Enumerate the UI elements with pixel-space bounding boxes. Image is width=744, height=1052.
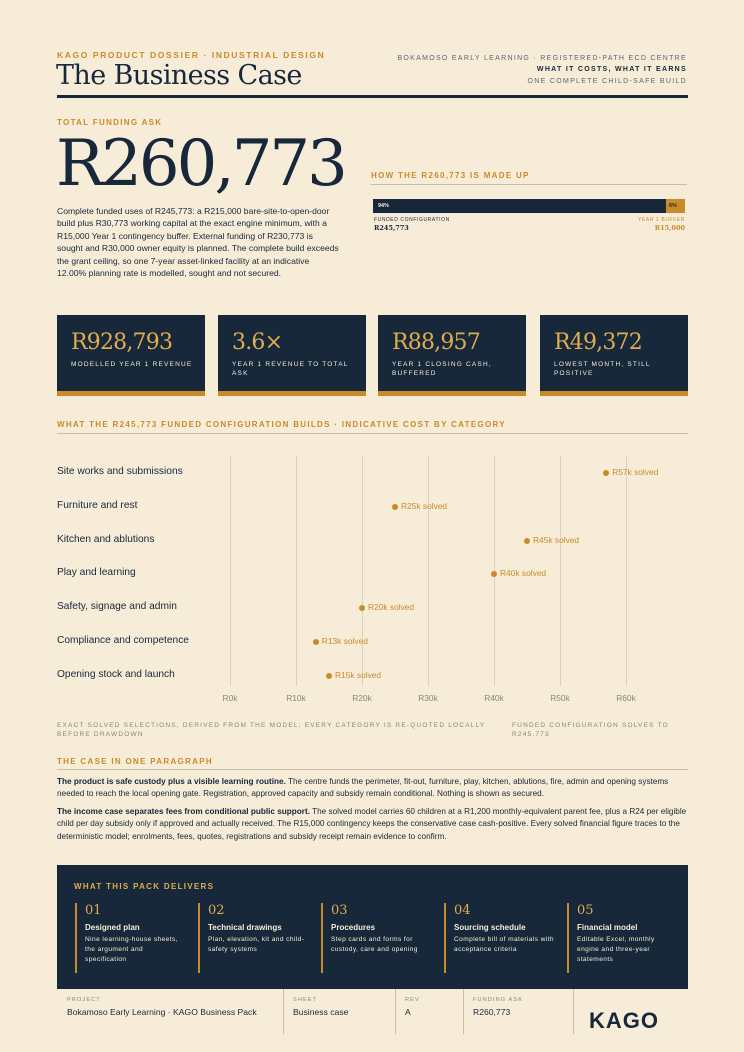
data-label: R15k solved bbox=[335, 669, 382, 680]
deliverable-item bbox=[321, 903, 431, 973]
case-paragraph-1 bbox=[57, 776, 689, 801]
case-title: THE CASE IN ONE PARAGRAPH bbox=[57, 757, 213, 766]
data-point bbox=[392, 504, 398, 510]
deliverables-panel bbox=[57, 865, 688, 989]
kpi-label: YEAR 1 CLOSING CASH, BUFFERED bbox=[392, 361, 492, 377]
deliverable-item bbox=[567, 903, 677, 973]
footer-ask-value: R260,773 bbox=[473, 1007, 511, 1017]
funding-label: TOTAL FUNDING ASK bbox=[57, 118, 163, 127]
category-label: Compliance and competence bbox=[57, 635, 189, 646]
deliverable-number: 05 bbox=[577, 903, 594, 918]
gridline bbox=[428, 456, 429, 686]
kpi-label: YEAR 1 REVENUE TO TOTAL ASK bbox=[232, 361, 349, 377]
deliverable-item bbox=[198, 903, 308, 973]
deliverable-number: 03 bbox=[331, 903, 348, 918]
case-p2-body: The solved model carries 60 children at a R1,200 monthly-equivalent parent fee, plus a R24 per eligible child per day subsidy only if approved and actually received. The R15,000 contingency keeps the conservative case cash-positive. Every solved financial figure traces to the deterministic model; enrolments, fees, quotes, registrations and subsidy receipt remain evidence to confirm. bbox=[57, 807, 687, 841]
gridline bbox=[560, 456, 561, 686]
header-right-line2: WHAT IT COSTS, WHAT IT EARNS bbox=[536, 66, 687, 73]
deliverable-desc: Plan, elevation, kit and child-safety systems bbox=[208, 936, 305, 953]
kpi-value: 3.6× bbox=[232, 330, 283, 355]
funded-value: R245,773 bbox=[374, 224, 409, 232]
kpi-label: MODELLED YEAR 1 REVENUE bbox=[71, 361, 193, 368]
deliverable-title: Sourcing schedule bbox=[454, 923, 526, 932]
data-point bbox=[359, 605, 365, 611]
category-label: Furniture and rest bbox=[57, 499, 138, 511]
funding-amount: R260,773 bbox=[56, 127, 345, 201]
footer-divider bbox=[463, 989, 464, 1034]
x-tick-label: R20k bbox=[352, 693, 372, 703]
deliverable-title: Technical drawings bbox=[208, 923, 282, 932]
header-right-line1: BOKAMOSO EARLY LEARNING · REGISTERED-PATH ECD CENTRE bbox=[397, 55, 687, 62]
data-point bbox=[524, 538, 530, 544]
footer-project-value: Bokamoso Early Learning · KAGO Business Pack bbox=[67, 1007, 257, 1017]
deliverable-title: Financial model bbox=[577, 923, 638, 932]
data-label: R40k solved bbox=[500, 568, 547, 579]
category-label: Safety, signage and admin bbox=[57, 601, 177, 613]
case-paragraph-2 bbox=[57, 806, 689, 843]
footer-ask-caption: FUNDING ASK bbox=[473, 997, 524, 1003]
deliverable-number: 01 bbox=[85, 903, 102, 918]
funding-description: Complete funded uses of R245,773: a R215,000 bare-site-to-open-door build plus R30,773 working capital at the exact engine minimum, with a R15,000 Year 1 contingency buffer. External funding of R230,773 is sought and R30,000 owner equity is planned. The complete build exceeds the grant ceiling, so one 7-year asset-linked facility at an indicative 12.00% planning rate is modelled, sought and not secured. bbox=[57, 206, 339, 279]
gridline bbox=[296, 456, 297, 686]
case-p1-body: The centre funds the perimeter, fit-out, furniture, play, kitchen, ablutions, fire, admin and opening systems needed to reach the local opening gate. Registration, approved capacity and subsidy remain conditional. Nothing is shown as secured. bbox=[57, 777, 669, 799]
case-p2-lead: The income case separates fees from conditional public support. bbox=[57, 807, 310, 816]
buffer-value: R15,000 bbox=[654, 224, 685, 232]
kpi-value: R49,372 bbox=[554, 330, 642, 355]
deliverable-desc: Nine learning-house sheets, the argument and specification bbox=[85, 936, 178, 963]
footer-rev-value: A bbox=[405, 1007, 411, 1017]
page-title: The Business Case bbox=[56, 60, 302, 91]
made-up-title: HOW THE R260,773 IS MADE UP bbox=[371, 171, 530, 180]
data-label: R25k solved bbox=[401, 500, 448, 511]
footer-sheet-caption: SHEET bbox=[293, 997, 318, 1003]
deliverable-desc: Complete bill of materials with acceptance criteria bbox=[454, 936, 554, 953]
data-label: R57k solved bbox=[612, 467, 659, 477]
deliverable-title: Designed plan bbox=[85, 923, 140, 932]
deliverable-number: 04 bbox=[454, 903, 471, 918]
chart-note-left: EXACT SOLVED SELECTIONS, DERIVED FROM THE MODEL; EVERY CATEGORY IS RE-QUOTED LOCALLY BEFORE DRAWDOWN bbox=[57, 722, 486, 738]
x-tick-label: R0k bbox=[222, 693, 238, 703]
footer-sheet-value: Business case bbox=[293, 1007, 349, 1017]
data-label: R45k solved bbox=[533, 534, 580, 545]
case-rule bbox=[57, 769, 688, 770]
deliverable-item bbox=[75, 903, 185, 973]
footer-rev-caption: REV bbox=[405, 997, 420, 1003]
kpi-label: LOWEST MONTH, STILL POSITIVE bbox=[554, 361, 651, 377]
data-point bbox=[603, 470, 609, 476]
x-tick-label: R10k bbox=[286, 693, 306, 703]
funded-share-pct: 94% bbox=[378, 203, 390, 209]
category-label: Kitchen and ablutions bbox=[57, 533, 155, 545]
chart-note-right: FUNDED CONFIGURATION SOLVES TO R245,773 bbox=[512, 722, 669, 738]
header-right-line3: ONE COMPLETE CHILD-SAFE BUILD bbox=[527, 78, 687, 85]
footer-divider bbox=[395, 989, 396, 1034]
gridline bbox=[626, 456, 627, 686]
deliver-title: WHAT THIS PACK DELIVERS bbox=[74, 882, 215, 891]
data-label: R13k solved bbox=[321, 636, 368, 646]
kpi-value: R88,957 bbox=[392, 330, 480, 355]
x-tick-label: R50k bbox=[550, 693, 570, 703]
footer-divider bbox=[283, 989, 284, 1034]
footer-project-caption: PROJECT bbox=[67, 997, 101, 1003]
deliverable-number: 02 bbox=[208, 903, 225, 918]
x-tick-label: R60k bbox=[616, 693, 636, 703]
case-p1-lead: The product is safe custody plus a visible learning routine. bbox=[57, 777, 286, 786]
kpi-value: R928,793 bbox=[71, 330, 173, 355]
funded-caption: FUNDED CONFIGURATION bbox=[374, 217, 450, 223]
category-label: Opening stock and launch bbox=[57, 668, 175, 680]
deliverable-desc: Editable Excel, monthly engine and three-year statements bbox=[577, 936, 655, 963]
deliverable-item bbox=[444, 903, 554, 973]
data-point bbox=[326, 673, 332, 679]
footer-divider bbox=[573, 989, 574, 1034]
buffer-caption: YEAR 1 BUFFER bbox=[638, 217, 685, 223]
gridline bbox=[362, 456, 363, 686]
data-label: R20k solved bbox=[368, 602, 415, 613]
header-kicker: KAGO PRODUCT DOSSIER · INDUSTRIAL DESIGN bbox=[57, 50, 326, 60]
category-label: Site works and submissions bbox=[57, 466, 183, 477]
chart-title: WHAT THE R245,773 FUNDED CONFIGURATION BUILDS · INDICATIVE COST BY CATEGORY bbox=[57, 420, 506, 429]
kago-logo: KAGO bbox=[589, 1008, 659, 1033]
data-point bbox=[313, 639, 319, 645]
data-point bbox=[491, 571, 497, 577]
deliverable-title: Procedures bbox=[331, 923, 376, 932]
deliverable-desc: Step cards and forms for custody, care and opening bbox=[331, 936, 418, 953]
x-tick-label: R40k bbox=[484, 693, 504, 703]
category-label: Play and learning bbox=[57, 567, 136, 579]
x-tick-label: R30k bbox=[418, 693, 438, 703]
gridline bbox=[230, 456, 231, 686]
buffer-share-pct: 6% bbox=[669, 203, 677, 209]
